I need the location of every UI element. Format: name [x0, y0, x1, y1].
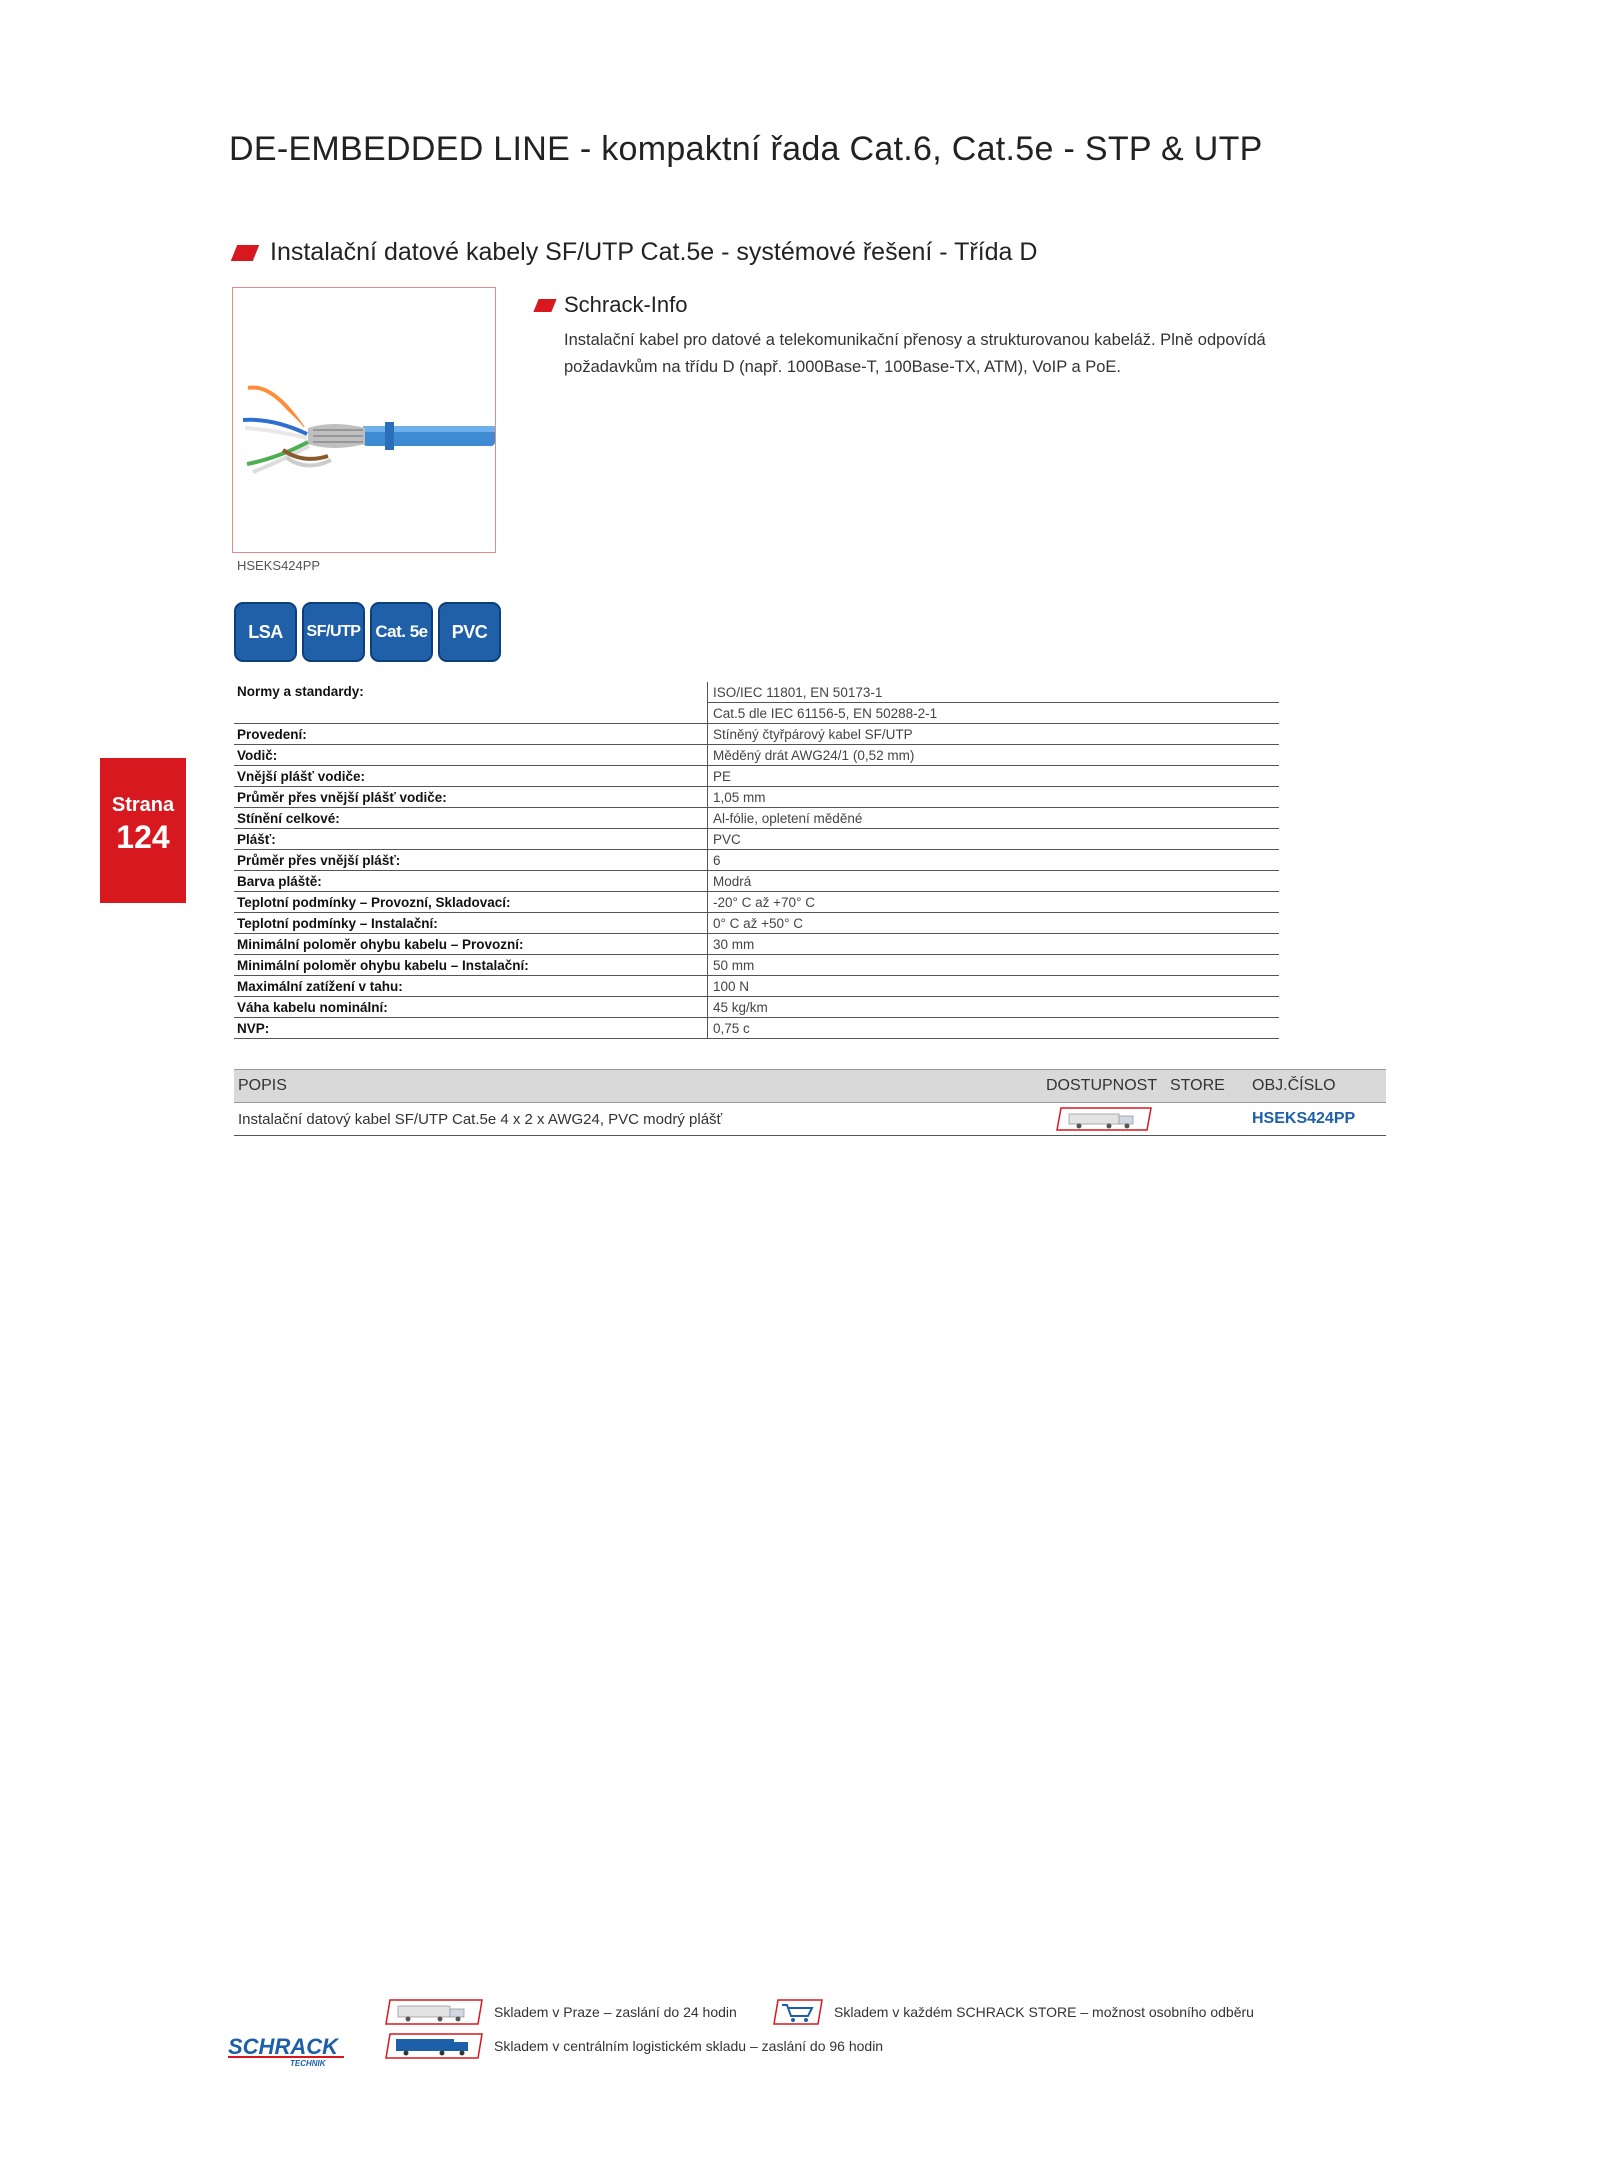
shopping-cart-icon: [772, 1998, 824, 2026]
section-heading: [234, 238, 1037, 267]
spec-row: [234, 808, 1279, 829]
spec-row: [234, 682, 1279, 703]
svg-text:TECHNIK: TECHNIK: [290, 2059, 326, 2068]
spec-value: Stíněný čtyřpárový kabel SF/UTP: [708, 724, 1280, 745]
truck-central-icon: [384, 2032, 484, 2060]
spec-row: [234, 766, 1279, 787]
store-header: STORE: [1166, 1070, 1248, 1103]
spec-table: [234, 682, 1279, 1039]
spec-value: 0° C až +50° C: [708, 913, 1280, 934]
schrack-logo-icon: [226, 2032, 348, 2068]
spec-key: NVP:: [234, 1018, 708, 1039]
product-image: [232, 287, 496, 553]
page-number: 124: [116, 819, 170, 855]
page-label: Strana: [111, 794, 175, 816]
store-cell: [1166, 1103, 1248, 1136]
spec-row: [234, 787, 1279, 808]
spec-row: [234, 934, 1279, 955]
spec-key: Provedení:: [234, 724, 708, 745]
availability-cell: [1042, 1103, 1166, 1136]
spec-row: [234, 913, 1279, 934]
spec-value: 100 N: [708, 976, 1280, 997]
spec-value: 45 kg/km: [708, 997, 1280, 1018]
info-text-line: požadavkům na třídu D (např. 1000Base-T, 100Base-TX, ATM), VoIP a PoE.: [564, 358, 1122, 376]
info-text: [564, 327, 1334, 381]
cable-image-icon: [233, 288, 495, 552]
spec-key: Váha kabelu nominální:: [234, 997, 708, 1018]
spec-row: [234, 850, 1279, 871]
spec-value: 30 mm: [708, 934, 1280, 955]
order-description: Instalační datový kabel SF/UTP Cat.5e 4 x 2 x AWG24, PVC modrý plášť: [234, 1103, 1042, 1136]
lsa-badge-icon: LSA: [234, 602, 297, 662]
legend-text: Skladem v centrálním logistickém skladu – zaslání do 96 hodin: [494, 2038, 884, 2054]
spec-value: Cat.5 dle IEC 61156-5, EN 50288-2-1: [708, 703, 1280, 724]
spec-key: Průměr přes vnější plášť vodiče:: [234, 787, 708, 808]
spec-row: [234, 997, 1279, 1018]
obj-header: OBJ.ČÍSLO: [1248, 1070, 1386, 1103]
spec-value: 1,05 mm: [708, 787, 1280, 808]
spec-key: Vnější plášť vodiče:: [234, 766, 708, 787]
spec-key: Plášť:: [234, 829, 708, 850]
spec-value: Al-fólie, opletení měděné: [708, 808, 1280, 829]
spec-value: PVC: [708, 829, 1280, 850]
spec-key: Teplotní podmínky – Provozní, Skladovací:: [234, 892, 708, 913]
spec-key: Minimální poloměr ohybu kabelu – Provozní:: [234, 934, 708, 955]
spec-value: -20° C až +70° C: [708, 892, 1280, 913]
cat5e-badge-icon: Cat. 5e: [370, 602, 433, 662]
info-heading: [536, 292, 688, 318]
spec-value: ISO/IEC 11801, EN 50173-1: [708, 682, 1280, 703]
legend-item: [384, 1998, 737, 2026]
spec-row: [234, 1018, 1279, 1039]
legend-item: [384, 2032, 883, 2060]
schrack-logo: [226, 2032, 348, 2073]
spec-value: PE: [708, 766, 1280, 787]
spec-key: Barva pláště:: [234, 871, 708, 892]
page-number-tab: [100, 758, 186, 903]
spec-value: 50 mm: [708, 955, 1280, 976]
order-table: [234, 1069, 1386, 1136]
spec-key: Průměr přes vnější plášť:: [234, 850, 708, 871]
spec-value: 6: [708, 850, 1280, 871]
spec-value: Měděný drát AWG24/1 (0,52 mm): [708, 745, 1280, 766]
spec-key: Maximální zatížení v tahu:: [234, 976, 708, 997]
legend-item: [772, 1998, 1254, 2026]
product-image-code: HSEKS424PP: [237, 558, 321, 573]
truck-prague-icon: [384, 1998, 484, 2026]
sfutp-badge-icon: SF/UTP: [302, 602, 365, 662]
popis-header: POPIS: [234, 1070, 1042, 1103]
section-title: Instalační datové kabely SF/UTP Cat.5e - systémové řešení - Třída D: [270, 238, 1038, 266]
info-title: Schrack-Info: [564, 292, 688, 317]
spec-row: [234, 745, 1279, 766]
info-marker-icon: [533, 299, 556, 312]
truck-prague-icon: [1055, 1106, 1153, 1132]
section-marker-icon: [231, 245, 259, 261]
order-code[interactable]: HSEKS424PP: [1248, 1103, 1386, 1136]
spec-row: [234, 724, 1279, 745]
spec-value: 0,75 c: [708, 1018, 1280, 1039]
spec-key: Normy a standardy:: [234, 682, 708, 724]
spec-value: Modrá: [708, 871, 1280, 892]
spec-key: Minimální poloměr ohybu kabelu – Instalační:: [234, 955, 708, 976]
spec-row: [234, 976, 1279, 997]
spec-row: [234, 892, 1279, 913]
dostupnost-header: DOSTUPNOST: [1042, 1070, 1166, 1103]
legend-text: Skladem v Praze – zaslání do 24 hodin: [494, 2004, 737, 2020]
badge-row: [234, 602, 501, 662]
svg-text:SCHRACK: SCHRACK: [228, 2034, 338, 2059]
info-text-line: Instalační kabel pro datové a telekomunikační přenosy a strukturovanou kabeláž. Plně odpovídá: [564, 331, 1266, 349]
spec-row: [234, 829, 1279, 850]
legend-text: Skladem v každém SCHRACK STORE – možnost osobního odběru: [834, 2004, 1254, 2020]
spec-key: Stínění celkové:: [234, 808, 708, 829]
page-title: DE-EMBEDDED LINE - kompaktní řada Cat.6, Cat.5e - STP & UTP: [229, 130, 1263, 168]
pvc-badge-icon: PVC: [438, 602, 501, 662]
spec-key: Vodič:: [234, 745, 708, 766]
spec-key: Teplotní podmínky – Instalační:: [234, 913, 708, 934]
spec-row: [234, 955, 1279, 976]
order-row: [234, 1103, 1386, 1136]
order-header-row: [234, 1070, 1386, 1103]
spec-row: [234, 871, 1279, 892]
